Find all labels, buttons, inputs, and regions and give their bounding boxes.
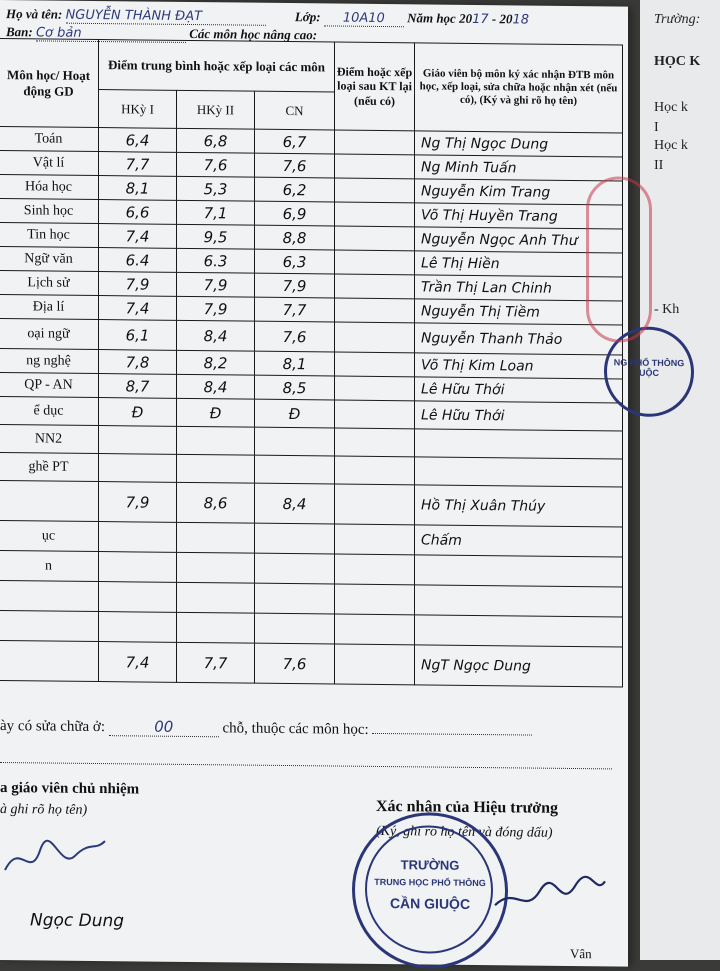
retest-cell [335, 614, 415, 645]
subject-cell: Ngữ văn [0, 246, 99, 271]
retest-cell [335, 298, 415, 323]
subject-cell: ng nghệ [0, 348, 99, 373]
hk2-score: 7,1 [177, 200, 255, 225]
retest-cell [335, 400, 415, 429]
hk2-score: 8,4 [177, 320, 255, 351]
hk2-score: 8,4 [177, 374, 255, 399]
cn-score: 7,9 [255, 273, 335, 298]
hk2-score [177, 612, 255, 643]
retest-cell [335, 322, 415, 353]
teacher-signature: Nguyễn Kim Trang [415, 179, 623, 205]
teacher-signature: Võ Thị Huyền Trang [415, 203, 623, 229]
right-page-title: Trường: [654, 12, 701, 27]
hk2-score: Đ [177, 398, 255, 427]
retest-cell [335, 524, 415, 555]
teacher-signature: Hồ Thị Xuân Thúy [415, 485, 623, 527]
retest-cell [335, 554, 415, 585]
hk2-score: 5,3 [177, 176, 255, 201]
homeroom-signature [0, 830, 110, 891]
retest-cell [335, 352, 415, 377]
edit-note-continuation [0, 762, 612, 769]
edit-note-subjects: chỗ, thuộc các môn học: [222, 720, 369, 738]
class-label: Lớp: [294, 9, 321, 25]
hk2-score: 7,6 [177, 152, 255, 177]
teacher-signature [415, 429, 623, 459]
principal-subtitle: (Ký, ghi rõ họ tên và đóng dấu) [376, 823, 553, 841]
right-page-label-5: II [654, 158, 664, 173]
hk1-score: 7,4 [99, 642, 177, 683]
hk1-score: 8,7 [99, 374, 177, 399]
teacher-signature: Nguyễn Ngọc Anh Thư [415, 227, 623, 253]
stamp-line-3: CẦN GIUỘC [389, 895, 471, 912]
teacher-signature [415, 585, 623, 617]
student-name: NGUYỄN THÀNH ĐẠT [66, 8, 266, 26]
edit-count: 00 [109, 717, 219, 737]
hk1-score: 7,4 [99, 224, 177, 249]
hk2-score: 6.3 [177, 248, 255, 273]
right-page-label-3: I [654, 120, 659, 135]
edit-note-prefix: ày có sửa chữa ở: [0, 718, 105, 736]
retest-cell [335, 130, 415, 155]
subject-cell: QP - AN [0, 372, 99, 397]
cn-score: 7,6 [255, 153, 335, 178]
subject-cell: Địa lí [0, 294, 99, 319]
hk1-score: 7,7 [99, 152, 177, 177]
hk2-score [177, 582, 255, 613]
subject-cell: ục [0, 520, 99, 551]
cn-score [255, 583, 335, 614]
hk2-score: 8,2 [177, 350, 255, 375]
retest-column-header: Điểm hoặc xếp loại sau KT lại (nếu có) [335, 42, 415, 131]
right-page-label-1: HỌC K [654, 54, 701, 69]
subject-cell [0, 480, 99, 521]
retest-cell [335, 376, 415, 401]
year-start: 17 [472, 11, 489, 28]
table-row [0, 480, 623, 527]
hk1-score: 8,1 [99, 176, 177, 201]
edit-subjects-blank [372, 733, 532, 736]
teacher-column-header: Giáo viên bộ môn ký xác nhận ĐTB môn học, xếp loại, sửa chữa hoặc nhận xét (nếu có), (Ký và ghi rõ họ tên) [415, 43, 623, 133]
year-label: Năm học 20 [407, 10, 473, 26]
cn-score: 8,1 [255, 351, 335, 376]
cn-score: 6,2 [255, 177, 335, 202]
stamp-inner-ring [365, 825, 493, 954]
hk2-score [177, 552, 255, 583]
cn-score [255, 455, 335, 484]
cn-score [255, 523, 335, 554]
hk1-score [99, 612, 177, 643]
hk2-score: 7,9 [177, 296, 255, 321]
cn-column-header: CN [255, 91, 335, 130]
cn-score [255, 427, 335, 456]
hk1-score [99, 552, 177, 583]
subject-cell: NN2 [0, 424, 99, 453]
subject-cell: Sinh học [0, 198, 99, 223]
principal-title: Xác nhận của Hiệu trưởng [376, 797, 559, 817]
teacher-signature [415, 555, 623, 587]
cn-score: 8,4 [255, 483, 335, 524]
year-end: 18 [512, 12, 530, 28]
class-value: 10A10 [324, 10, 404, 27]
homeroom-signature-name: Ngọc Dung [30, 910, 125, 932]
right-page-label-4: Học k [654, 138, 688, 153]
subject-cell: ể dục [0, 396, 99, 425]
next-page [640, 0, 720, 960]
hk2-score: 7,9 [177, 272, 255, 297]
retest-cell [335, 274, 415, 299]
homeroom-title: a giáo viên chủ nhiệm [0, 780, 140, 798]
principal-signature [490, 865, 610, 926]
principal-name-tail: Vân [570, 945, 592, 962]
hk1-score: 7,4 [99, 296, 177, 321]
retest-cell [335, 178, 415, 203]
school-stamp [352, 812, 508, 970]
teacher-signature: Lê Hữu Thới [415, 401, 623, 431]
hk1-score [99, 522, 177, 553]
cn-score [255, 613, 335, 644]
hk2-column-header: HKỳ II [177, 90, 255, 129]
cn-score: 6,7 [255, 129, 335, 154]
retest-cell [335, 250, 415, 275]
hk2-score [177, 454, 255, 483]
edit-note-line [0, 716, 532, 741]
retest-cell [335, 644, 415, 685]
retest-cell [335, 428, 415, 457]
teacher-signature [415, 457, 623, 487]
subject-stamp-text: NG PHỔ THÔNG UỘC [613, 357, 685, 378]
subject-cell: oại ngữ [0, 318, 99, 349]
stamp-line-2: TRUNG HỌC PHỔ THÔNG [374, 876, 486, 889]
hk2-score: 7,7 [177, 642, 255, 683]
hk1-column-header: HKỳ I [99, 90, 177, 129]
hk2-score: 6,8 [177, 128, 255, 153]
teacher-signature: Nguyễn Thanh Thảo [415, 323, 623, 355]
retest-cell [335, 202, 415, 227]
teacher-signature: Trần Thị Lan Chinh [415, 275, 623, 301]
hk2-score: 9,5 [177, 224, 255, 249]
subject-cell: Tin học [0, 222, 99, 247]
hk1-score [99, 582, 177, 613]
year-separator: - 20 [491, 11, 513, 27]
teacher-signature: Nguyễn Thị Tiềm [415, 299, 623, 325]
average-group-header: Điểm trung bình hoặc xếp loại các môn [99, 40, 335, 92]
cn-score: 8,5 [255, 375, 335, 400]
teacher-signature: Chấm [415, 525, 623, 557]
hk1-score: 7,8 [99, 350, 177, 375]
retest-cell [335, 584, 415, 615]
hk1-score [99, 454, 177, 483]
cn-score: 8,8 [255, 225, 335, 250]
teacher-signature: Lê Thị Hiền [415, 251, 623, 277]
cn-score: Đ [255, 399, 335, 428]
homeroom-subtitle: à ghi rõ họ tên) [0, 802, 88, 818]
subject-cell: Hóa học [0, 174, 99, 199]
hk2-score [177, 426, 255, 455]
subject-cell [0, 610, 99, 641]
retest-cell [335, 154, 415, 179]
hk1-score: 6.4 [99, 248, 177, 273]
name-label: Họ và tên: [6, 6, 63, 22]
teacher-signature: Võ Thị Kim Loan [415, 353, 623, 379]
retest-cell [335, 456, 415, 485]
retest-cell [335, 484, 415, 525]
subject-cell: ghề PT [0, 452, 99, 481]
subject-cell: Lịch sử [0, 270, 99, 295]
subject-cell: Vật lí [0, 150, 99, 175]
grades-table [0, 38, 623, 688]
right-page-label-2: Học k [654, 100, 688, 115]
subject-cell [0, 580, 99, 611]
stamp-line-1: TRƯỜNG [400, 857, 460, 873]
table-row [0, 640, 623, 687]
hk1-score: Đ [99, 398, 177, 427]
hk1-score: 7,9 [99, 482, 177, 523]
hk1-score: 6,4 [99, 128, 177, 153]
teacher-signature: Lê Hữu Thới [415, 377, 623, 403]
subject-cell [0, 640, 99, 681]
hk2-score: 8,6 [177, 482, 255, 523]
ban-label: Ban: [6, 24, 33, 40]
hk1-score: 6,6 [99, 200, 177, 225]
advanced-subjects-label: Các môn học nâng cao: [189, 25, 318, 43]
subject-cell: Toán [0, 126, 99, 151]
ban-value: Cơ bản [36, 25, 186, 43]
hk1-score: 7,9 [99, 272, 177, 297]
retest-cell [335, 226, 415, 251]
teacher-signature: NgT Ngọc Dung [415, 645, 623, 687]
red-stamp [586, 176, 652, 343]
hk2-score [177, 522, 255, 553]
cn-score: 6,3 [255, 249, 335, 274]
teacher-signature: Ng Minh Tuấn [415, 155, 623, 181]
right-page-label-6: - Kh [654, 302, 680, 317]
cn-score: 7,6 [255, 643, 335, 684]
cn-score: 7,6 [255, 321, 335, 352]
hk1-score: 6,1 [99, 320, 177, 351]
teacher-signature: Ng Thị Ngọc Dung [415, 131, 623, 157]
cn-score [255, 553, 335, 584]
hk1-score [99, 426, 177, 455]
cn-score: 6,9 [255, 201, 335, 226]
cn-score: 7,7 [255, 297, 335, 322]
subject-cell: n [0, 550, 99, 581]
teacher-signature [415, 615, 623, 647]
subject-column-header: Môn học/ Hoạt động GD [0, 38, 99, 127]
